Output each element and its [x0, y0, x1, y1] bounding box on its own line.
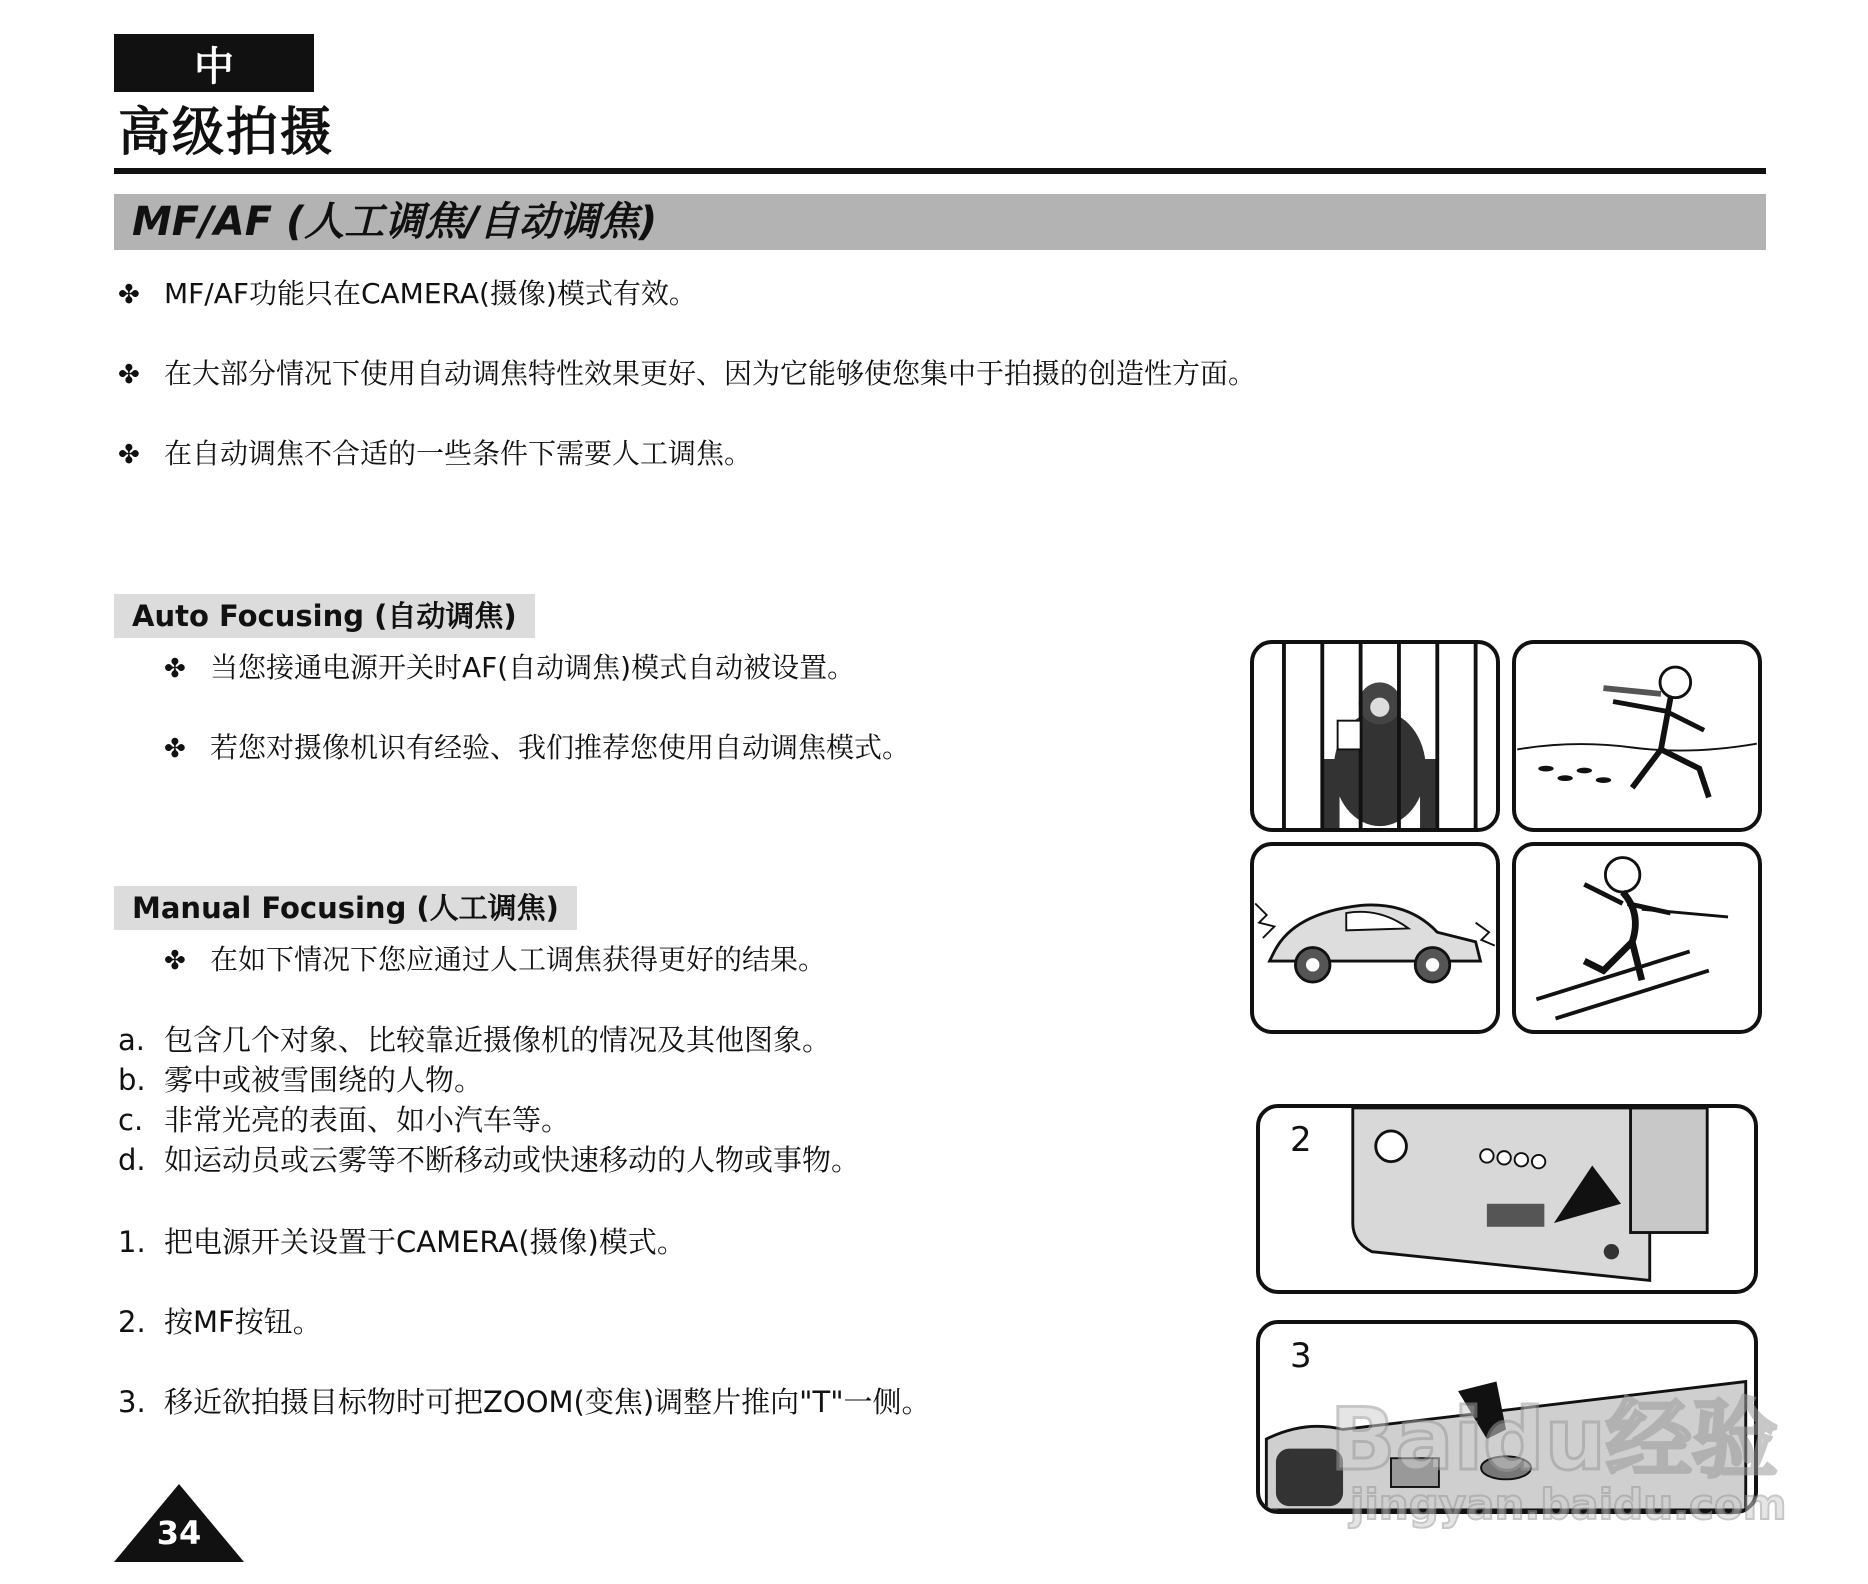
figure-3-number: 3: [1290, 1336, 1312, 1376]
snow-runner-illustration: [1512, 640, 1762, 832]
intro-bullet-text: MF/AF功能只在CAMERA(摄像)模式有效。: [164, 277, 697, 310]
bullet-icon: ✤: [118, 280, 140, 310]
figure-2-number: 2: [1290, 1120, 1312, 1160]
page-number: [114, 1484, 244, 1562]
figure-3-zoom-lever: [1256, 1320, 1758, 1514]
auto-focus-bullet: [164, 648, 855, 689]
gorilla-cage-image: [1254, 644, 1496, 828]
auto-focus-bullet: [164, 728, 910, 769]
watermark-url: jingyan.baidu.com: [1350, 1480, 1787, 1529]
case-label: d.: [118, 1143, 146, 1177]
bullet-icon: ✤: [118, 360, 140, 390]
watermark-brand: Baidu经验: [1330, 1390, 1778, 1490]
intro-bullet: [118, 274, 697, 315]
case-label: c.: [118, 1103, 144, 1137]
case-item: [118, 1020, 831, 1060]
manual-focus-bullet: [164, 940, 826, 981]
car-illustration: [1250, 842, 1500, 1034]
case-text: 包含几个对象、比较靠近摄像机的情况及其他图象。: [164, 1023, 832, 1057]
step-item: [118, 1382, 931, 1422]
step-item: [118, 1302, 322, 1342]
step-text: 按MF按钮。: [164, 1305, 322, 1339]
page-title: 高级拍摄: [118, 103, 335, 163]
section-header: [114, 194, 1766, 250]
figure-2-camera-mf-button: [1256, 1104, 1758, 1294]
case-item: [118, 1140, 860, 1180]
auto-focusing-heading: Auto Focusing (自动调焦): [114, 594, 535, 638]
case-text: 非常光亮的表面、如小汽车等。: [164, 1103, 571, 1137]
step-text: 把电源开关设置于CAMERA(摄像)模式。: [164, 1225, 686, 1259]
step-item: [118, 1222, 686, 1262]
case-label: b.: [118, 1063, 146, 1097]
bullet-icon: ✤: [164, 734, 186, 764]
intro-bullet: [118, 434, 752, 475]
skier-illustration: [1512, 842, 1762, 1034]
case-text: 雾中或被雪围绕的人物。: [164, 1063, 484, 1097]
snow-runner-image: [1516, 644, 1758, 828]
bullet-icon: ✤: [164, 654, 186, 684]
title-divider: [114, 168, 1766, 174]
case-label: a.: [118, 1023, 145, 1057]
step-text: 移近欲拍摄目标物时可把ZOOM(变焦)调整片推向"T"一侧。: [164, 1385, 931, 1419]
gorilla-cage-illustration: [1250, 640, 1500, 832]
skier-image: [1516, 846, 1758, 1030]
manual-focusing-heading: Manual Focusing (人工调焦): [114, 886, 577, 930]
case-item: [118, 1060, 483, 1100]
language-tab: 中: [114, 34, 314, 92]
page-number-text: 34: [156, 1514, 202, 1552]
case-item: [118, 1100, 570, 1140]
intro-bullet-text: 在自动调焦不合适的一些条件下需要人工调焦。: [164, 437, 753, 470]
car-image: [1254, 846, 1496, 1030]
section-title: MF/AF (人工调焦/自动调焦): [132, 199, 658, 245]
step-label: 3.: [118, 1385, 146, 1419]
auto-focus-bullet-text: 当您接通电源开关时AF(自动调焦)模式自动被设置。: [210, 651, 856, 684]
step-label: 1.: [118, 1225, 146, 1259]
step-label: 2.: [118, 1305, 146, 1339]
manual-focus-bullet-text: 在如下情况下您应通过人工调焦获得更好的结果。: [210, 943, 827, 976]
bullet-icon: ✤: [164, 946, 186, 976]
figure-3-image: [1260, 1324, 1754, 1510]
case-text: 如运动员或云雾等不断移动或快速移动的人物或事物。: [164, 1143, 861, 1177]
intro-bullet: [118, 354, 1256, 395]
figure-2-image: [1260, 1108, 1754, 1290]
bullet-icon: ✤: [118, 440, 140, 470]
auto-focus-bullet-text: 若您对摄像机识有经验、我们推荐您使用自动调焦模式。: [210, 731, 911, 764]
intro-bullet-text: 在大部分情况下使用自动调焦特性效果更好、因为它能够使您集中于拍摄的创造性方面。: [164, 357, 1257, 390]
